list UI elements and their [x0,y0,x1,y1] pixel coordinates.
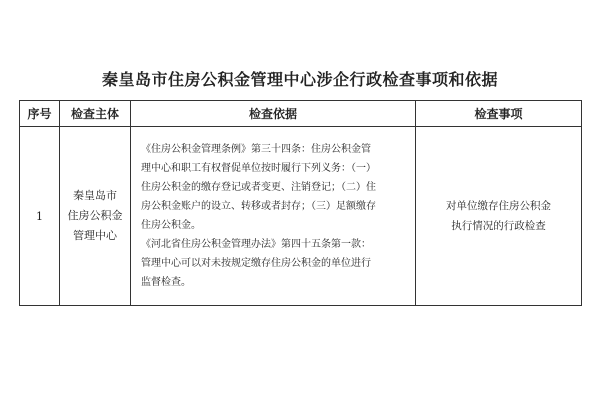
cell-inspection-item [416,127,582,306]
item-line: 执行情况的行政检查 [451,220,546,232]
basis-line: 监督检查。 [141,277,191,288]
header-inspection-subject: 检查主体 [60,101,131,127]
header-inspection-basis: 检查依据 [131,101,416,127]
basis-line: 理中心和职工有权督促单位按时履行下列义务：（一） [141,163,376,174]
cell-inspection-basis [131,127,416,306]
basis-line: 《河北省住房公积金管理办法》第四十五条第一款： [141,239,371,250]
header-inspection-item: 检查事项 [416,101,582,127]
subject-line: 秦皇岛市 [73,189,117,202]
cell-inspection-subject [60,127,131,306]
header-serial-number: 序号 [20,101,60,127]
table-header-row [20,101,582,127]
item-line: 对单位缴存住房公积金 [446,200,551,212]
basis-line: 管理中心可以对未按规定缴存住房公积金的单位进行 [141,258,371,269]
inspection-table [19,100,582,306]
basis-line: 房公积金账户的设立、转移或者封存；（三）足额缴存 [141,201,376,212]
subject-line: 管理中心 [73,229,117,242]
basis-line: 住房公积金。 [141,220,201,231]
page-title: 秦皇岛市住房公积金管理中心涉企行政检查事项和依据 [101,70,498,89]
cell-serial-number: 1 [20,127,60,306]
basis-line: 住房公积金的缴存登记或者变更、注销登记；（二）住 [141,182,376,193]
table-row [20,127,582,306]
basis-line: 《住房公积金管理条例》第三十四条：住房公积金管 [141,144,371,155]
subject-line: 住房公积金 [67,209,123,222]
